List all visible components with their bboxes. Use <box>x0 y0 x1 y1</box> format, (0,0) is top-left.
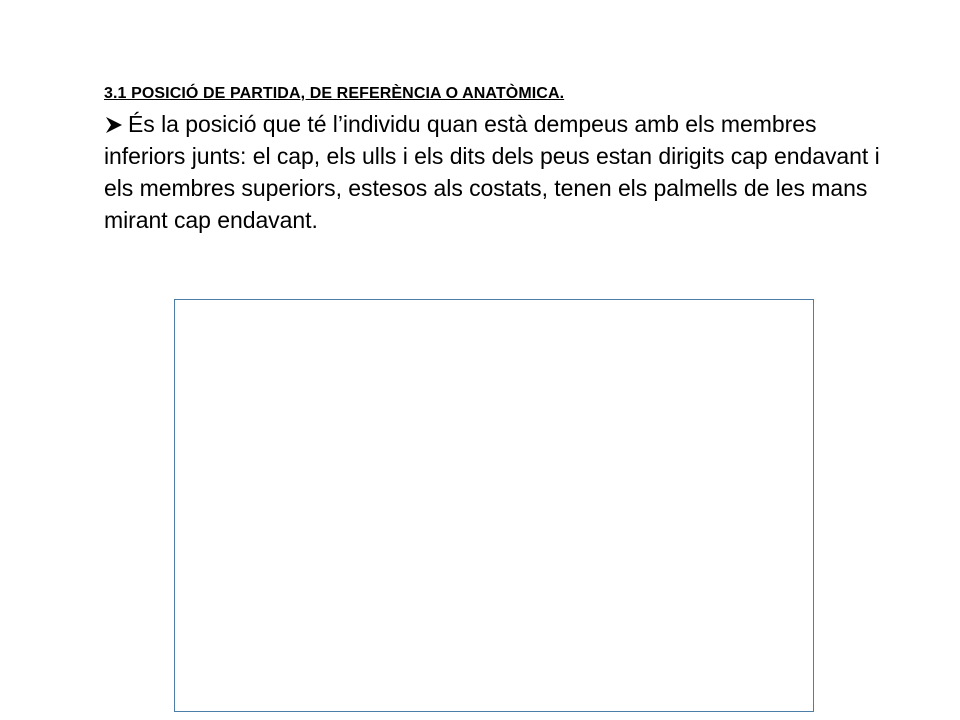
section-heading: 3.1 POSICIÓ DE PARTIDA, DE REFERÈNCIA O ANATÒMICA. <box>104 85 565 102</box>
arrowhead-bullet-icon <box>104 108 128 140</box>
image-placeholder-frame <box>174 299 814 712</box>
body-paragraph <box>104 108 904 236</box>
paragraph-text: És la posició que té l’individu quan està dempeus amb els membres inferiors junts: el cap, els ulls i els dits dels peus estan dirigits cap endavant i els membres superiors, estesos als costats, tenen els palmells de les mans mirant cap endavant. <box>104 111 880 233</box>
